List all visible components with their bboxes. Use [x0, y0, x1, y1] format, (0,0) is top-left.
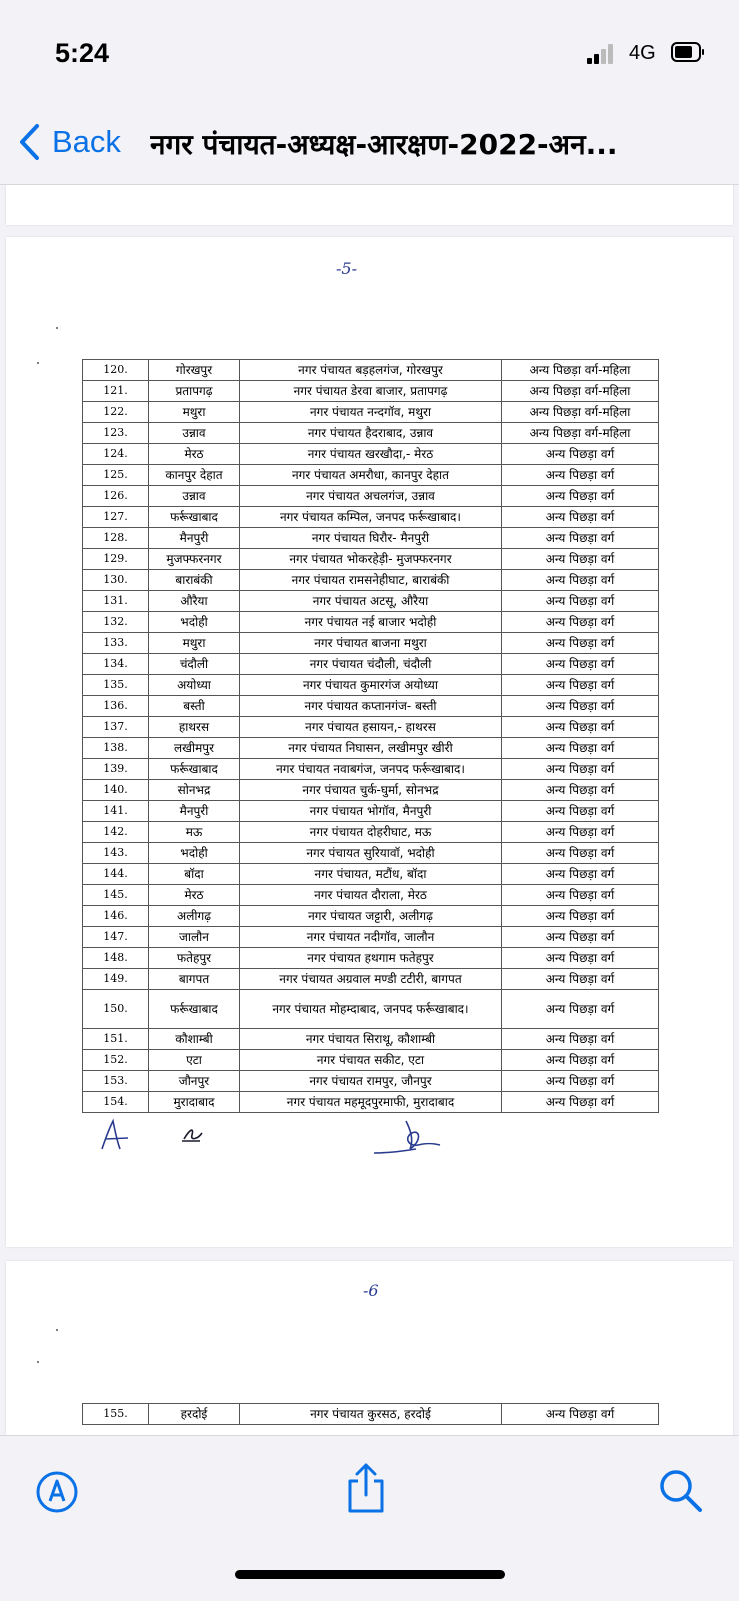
table-row — [83, 570, 659, 591]
scan-mark — [56, 327, 58, 329]
district-cell: बागपत — [149, 969, 240, 990]
serial-number-cell: 155. — [83, 1404, 149, 1425]
document-page — [6, 237, 733, 1247]
category-cell: अन्य पिछड़ा वर्ग — [502, 1071, 659, 1092]
serial-number-cell: 137. — [83, 717, 149, 738]
category-cell: अन्य पिछड़ा वर्ग — [502, 717, 659, 738]
category-cell: अन्य पिछड़ा वर्ग — [502, 696, 659, 717]
home-indicator — [235, 1570, 505, 1579]
serial-number-cell: 135. — [83, 675, 149, 696]
search-icon[interactable] — [658, 1468, 704, 1514]
serial-number-cell: 129. — [83, 549, 149, 570]
reservation-table — [82, 359, 659, 1113]
panchayat-cell: नगर पंचायत चुर्क-घुर्मा, सोनभद्र — [240, 780, 502, 801]
district-cell: जौनपुर — [149, 1071, 240, 1092]
category-cell: अन्य पिछड़ा वर्ग — [502, 885, 659, 906]
serial-number-cell: 128. — [83, 528, 149, 549]
table-row — [83, 612, 659, 633]
category-cell: अन्य पिछड़ा वर्ग — [502, 1029, 659, 1050]
serial-number-cell: 136. — [83, 696, 149, 717]
document-title: नगर पंचायत-अध्यक्ष-आरक्षण-2022-अन... — [150, 128, 618, 161]
panchayat-cell: नगर पंचायत अटसू, औरैया — [240, 591, 502, 612]
panchayat-cell: नगर पंचायत निघासन, लखीमपुर खीरी — [240, 738, 502, 759]
panchayat-cell: नगर पंचायत बड़हलगंज, गोरखपुर — [240, 360, 502, 381]
table-row — [83, 948, 659, 969]
table-row — [83, 906, 659, 927]
district-cell: हरदोई — [149, 1404, 240, 1425]
category-cell: अन्य पिछड़ा वर्ग — [502, 486, 659, 507]
category-cell: अन्य पिछड़ा वर्ग-महिला — [502, 381, 659, 402]
panchayat-cell: नगर पंचायत बाजना मथुरा — [240, 633, 502, 654]
district-cell: मुरादाबाद — [149, 1092, 240, 1113]
district-cell: लखीमपुर — [149, 738, 240, 759]
district-cell: मैनपुरी — [149, 801, 240, 822]
panchayat-cell: नगर पंचायत दोहरीघाट, मऊ — [240, 822, 502, 843]
serial-number-cell: 134. — [83, 654, 149, 675]
category-cell: अन्य पिछड़ा वर्ग — [502, 528, 659, 549]
panchayat-cell: नगर पंचायत कुमारगंज अयोध्या — [240, 675, 502, 696]
district-cell: गोरखपुर — [149, 360, 240, 381]
reservation-table — [82, 1403, 659, 1425]
serial-number-cell: 133. — [83, 633, 149, 654]
serial-number-cell: 123. — [83, 423, 149, 444]
serial-number-cell: 151. — [83, 1029, 149, 1050]
serial-number-cell: 126. — [83, 486, 149, 507]
table-row — [83, 1092, 659, 1113]
table-row — [83, 738, 659, 759]
panchayat-cell: नगर पंचायत कप्तानगंज- बस्ती — [240, 696, 502, 717]
table-row — [83, 843, 659, 864]
category-cell: अन्य पिछड़ा वर्ग — [502, 570, 659, 591]
serial-number-cell: 130. — [83, 570, 149, 591]
panchayat-cell: नगर पंचायत कम्पिल, जनपद फर्रूखाबाद। — [240, 507, 502, 528]
category-cell: अन्य पिछड़ा वर्ग-महिला — [502, 402, 659, 423]
table-row — [83, 885, 659, 906]
panchayat-cell: नगर पंचायत खरखौदा,- मेरठ — [240, 444, 502, 465]
category-cell: अन्य पिछड़ा वर्ग — [502, 927, 659, 948]
serial-number-cell: 143. — [83, 843, 149, 864]
category-cell: अन्य पिछड़ा वर्ग — [502, 948, 659, 969]
panchayat-cell: नगर पंचायत महमूदपुरमाफी, मुरादाबाद — [240, 1092, 502, 1113]
category-cell: अन्य पिछड़ा वर्ग — [502, 465, 659, 486]
serial-number-cell: 125. — [83, 465, 149, 486]
panchayat-cell: नगर पंचायत अमरौधा, कानपुर देहात — [240, 465, 502, 486]
category-cell: अन्य पिछड़ा वर्ग-महिला — [502, 360, 659, 381]
panchayat-cell: नगर पंचायत हैदराबाद, उन्नाव — [240, 423, 502, 444]
navigation-bar — [0, 100, 739, 185]
table-row — [83, 1071, 659, 1092]
category-cell: अन्य पिछड़ा वर्ग — [502, 675, 659, 696]
scan-mark — [37, 1361, 39, 1363]
table-row — [83, 1050, 659, 1071]
serial-number-cell: 153. — [83, 1071, 149, 1092]
panchayat-cell: नगर पंचायत नवाबगंज, जनपद फर्रूखाबाद। — [240, 759, 502, 780]
district-cell: जालौन — [149, 927, 240, 948]
panchayat-cell: नगर पंचायत नदीगॉव, जालौन — [240, 927, 502, 948]
district-cell: एटा — [149, 1050, 240, 1071]
district-cell: चंदौली — [149, 654, 240, 675]
status-bar — [0, 0, 739, 100]
category-cell: अन्य पिछड़ा वर्ग — [502, 654, 659, 675]
signature-mark — [178, 1121, 208, 1147]
serial-number-cell: 150. — [83, 990, 149, 1029]
table-row — [83, 927, 659, 948]
markup-icon[interactable] — [35, 1470, 79, 1514]
district-cell: फर्रूखाबाद — [149, 507, 240, 528]
share-icon[interactable] — [345, 1462, 387, 1514]
table-row — [83, 696, 659, 717]
category-cell: अन्य पिछड़ा वर्ग — [502, 780, 659, 801]
table-row — [83, 423, 659, 444]
district-cell: बॉदा — [149, 864, 240, 885]
category-cell: अन्य पिछड़ा वर्ग — [502, 507, 659, 528]
scan-mark — [37, 362, 39, 364]
category-cell: अन्य पिछड़ा वर्ग — [502, 1404, 659, 1425]
serial-number-cell: 141. — [83, 801, 149, 822]
serial-number-cell: 144. — [83, 864, 149, 885]
signature-mark — [370, 1115, 450, 1159]
panchayat-cell: नगर पंचायत रामपुर, जौनपुर — [240, 1071, 502, 1092]
category-cell: अन्य पिछड़ा वर्ग — [502, 633, 659, 654]
category-cell: अन्य पिछड़ा वर्ग — [502, 906, 659, 927]
document-viewer[interactable] — [0, 185, 739, 1435]
serial-number-cell: 148. — [83, 948, 149, 969]
panchayat-cell: नगर पंचायत डेरवा बाजार, प्रतापगढ़ — [240, 381, 502, 402]
district-cell: मथुरा — [149, 402, 240, 423]
panchayat-cell: नगर पंचायत कुरसठ, हरदोई — [240, 1404, 502, 1425]
panchayat-cell: नगर पंचायत चंदौली, चंदौली — [240, 654, 502, 675]
table-row — [83, 759, 659, 780]
serial-number-cell: 121. — [83, 381, 149, 402]
panchayat-cell: नगर पंचायत मोहम्दाबाद, जनपद फर्रूखाबाद। — [240, 990, 502, 1029]
panchayat-cell: नगर पंचायत नई बाजार भदोही — [240, 612, 502, 633]
district-cell: मऊ — [149, 822, 240, 843]
panchayat-cell: नगर पंचायत भोकरहेड़ी- मुजफ्फरनगर — [240, 549, 502, 570]
category-cell: अन्य पिछड़ा वर्ग-महिला — [502, 423, 659, 444]
document-page — [6, 1261, 733, 1435]
table-row — [83, 360, 659, 381]
district-cell: मेरठ — [149, 444, 240, 465]
category-cell: अन्य पिछड़ा वर्ग — [502, 759, 659, 780]
district-cell: कौशाम्बी — [149, 1029, 240, 1050]
district-cell: अयोध्या — [149, 675, 240, 696]
category-cell: अन्य पिछड़ा वर्ग — [502, 1092, 659, 1113]
district-cell: भदोही — [149, 843, 240, 864]
district-cell: मुजफ्फरनगर — [149, 549, 240, 570]
district-cell: मैनपुरी — [149, 528, 240, 549]
serial-number-cell: 122. — [83, 402, 149, 423]
serial-number-cell: 120. — [83, 360, 149, 381]
serial-number-cell: 132. — [83, 612, 149, 633]
table-row — [83, 1029, 659, 1050]
table-row — [83, 969, 659, 990]
category-cell: अन्य पिछड़ा वर्ग — [502, 864, 659, 885]
scan-mark — [56, 1329, 58, 1331]
district-cell: फतेहपुर — [149, 948, 240, 969]
panchayat-cell: नगर पंचायत नन्दगॉव, मथुरा — [240, 402, 502, 423]
table-row — [83, 444, 659, 465]
district-cell: प्रतापगढ़ — [149, 381, 240, 402]
table-row — [83, 528, 659, 549]
serial-number-cell: 147. — [83, 927, 149, 948]
district-cell: हाथरस — [149, 717, 240, 738]
serial-number-cell: 138. — [83, 738, 149, 759]
serial-number-cell: 154. — [83, 1092, 149, 1113]
panchayat-cell: नगर पंचायत भोगॉव, मैनपुरी — [240, 801, 502, 822]
table-row — [83, 1404, 659, 1425]
district-cell: उन्नाव — [149, 423, 240, 444]
category-cell: अन्य पिछड़ा वर्ग — [502, 549, 659, 570]
previous-page — [6, 185, 733, 225]
chevron-left-icon — [18, 123, 40, 161]
panchayat-cell: नगर पंचायत सकीट, एटा — [240, 1050, 502, 1071]
network-label: 4G — [629, 42, 656, 64]
panchayat-cell: नगर पंचायत सिराथू, कौशाम्बी — [240, 1029, 502, 1050]
table-row — [83, 402, 659, 423]
serial-number-cell: 124. — [83, 444, 149, 465]
serial-number-cell: 142. — [83, 822, 149, 843]
status-time: 5:24 — [55, 38, 110, 68]
category-cell: अन्य पिछड़ा वर्ग — [502, 843, 659, 864]
district-cell: फर्रूखाबाद — [149, 990, 240, 1029]
district-cell: फर्रूखाबाद — [149, 759, 240, 780]
district-cell: अलीगढ़ — [149, 906, 240, 927]
serial-number-cell: 139. — [83, 759, 149, 780]
serial-number-cell: 152. — [83, 1050, 149, 1071]
panchayat-cell: नगर पंचायत हसायन,- हाथरस — [240, 717, 502, 738]
table-row — [83, 675, 659, 696]
category-cell: अन्य पिछड़ा वर्ग — [502, 822, 659, 843]
district-cell: बस्ती — [149, 696, 240, 717]
signature-mark — [96, 1117, 156, 1157]
panchayat-cell: नगर पंचायत जट्टारी, अलीगढ़ — [240, 906, 502, 927]
back-button[interactable] — [18, 122, 121, 162]
category-cell: अन्य पिछड़ा वर्ग — [502, 591, 659, 612]
panchayat-cell: नगर पंचायत अचलगंज, उन्नाव — [240, 486, 502, 507]
panchayat-cell: नगर पंचायत हथगाम फतेहपुर — [240, 948, 502, 969]
table-row — [83, 486, 659, 507]
table-row — [83, 507, 659, 528]
category-cell: अन्य पिछड़ा वर्ग — [502, 612, 659, 633]
table-row — [83, 633, 659, 654]
panchayat-cell: नगर पंचायत सुरियावॉ, भदोही — [240, 843, 502, 864]
district-cell: भदोही — [149, 612, 240, 633]
table-row — [83, 549, 659, 570]
category-cell: अन्य पिछड़ा वर्ग — [502, 738, 659, 759]
table-row — [83, 381, 659, 402]
district-cell: उन्नाव — [149, 486, 240, 507]
serial-number-cell: 131. — [83, 591, 149, 612]
panchayat-cell: नगर पंचायत अग्रवाल मण्डी टटीरी, बागपत — [240, 969, 502, 990]
table-row — [83, 654, 659, 675]
serial-number-cell: 140. — [83, 780, 149, 801]
category-cell: अन्य पिछड़ा वर्ग — [502, 990, 659, 1029]
serial-number-cell: 146. — [83, 906, 149, 927]
category-cell: अन्य पिछड़ा वर्ग — [502, 969, 659, 990]
serial-number-cell: 127. — [83, 507, 149, 528]
panchayat-cell: नगर पंचायत रामसनेहीघाट, बाराबंकी — [240, 570, 502, 591]
category-cell: अन्य पिछड़ा वर्ग — [502, 801, 659, 822]
district-cell: कानपुर देहात — [149, 465, 240, 486]
district-cell: बाराबंकी — [149, 570, 240, 591]
table-row — [83, 864, 659, 885]
serial-number-cell: 145. — [83, 885, 149, 906]
table-row — [83, 780, 659, 801]
panchayat-cell: नगर पंचायत दौराला, मेरठ — [240, 885, 502, 906]
district-cell: मेरठ — [149, 885, 240, 906]
serial-number-cell: 149. — [83, 969, 149, 990]
panchayat-cell: नगर पंचायत घिरौर- मैनपुरी — [240, 528, 502, 549]
table-row — [83, 717, 659, 738]
back-label: Back — [52, 124, 121, 159]
table-row — [83, 990, 659, 1029]
table-row — [83, 465, 659, 486]
category-cell: अन्य पिछड़ा वर्ग — [502, 1050, 659, 1071]
district-cell: मथुरा — [149, 633, 240, 654]
table-row — [83, 801, 659, 822]
table-row — [83, 591, 659, 612]
category-cell: अन्य पिछड़ा वर्ग — [502, 444, 659, 465]
district-cell: सोनभद्र — [149, 780, 240, 801]
page-number-label: -5- — [336, 259, 357, 278]
panchayat-cell: नगर पंचायत, मटौंध, बॉदा — [240, 864, 502, 885]
page-number-label: -6 — [363, 1281, 379, 1300]
table-row — [83, 822, 659, 843]
district-cell: औरैया — [149, 591, 240, 612]
signal-icon — [587, 44, 615, 64]
battery-icon — [671, 42, 705, 62]
